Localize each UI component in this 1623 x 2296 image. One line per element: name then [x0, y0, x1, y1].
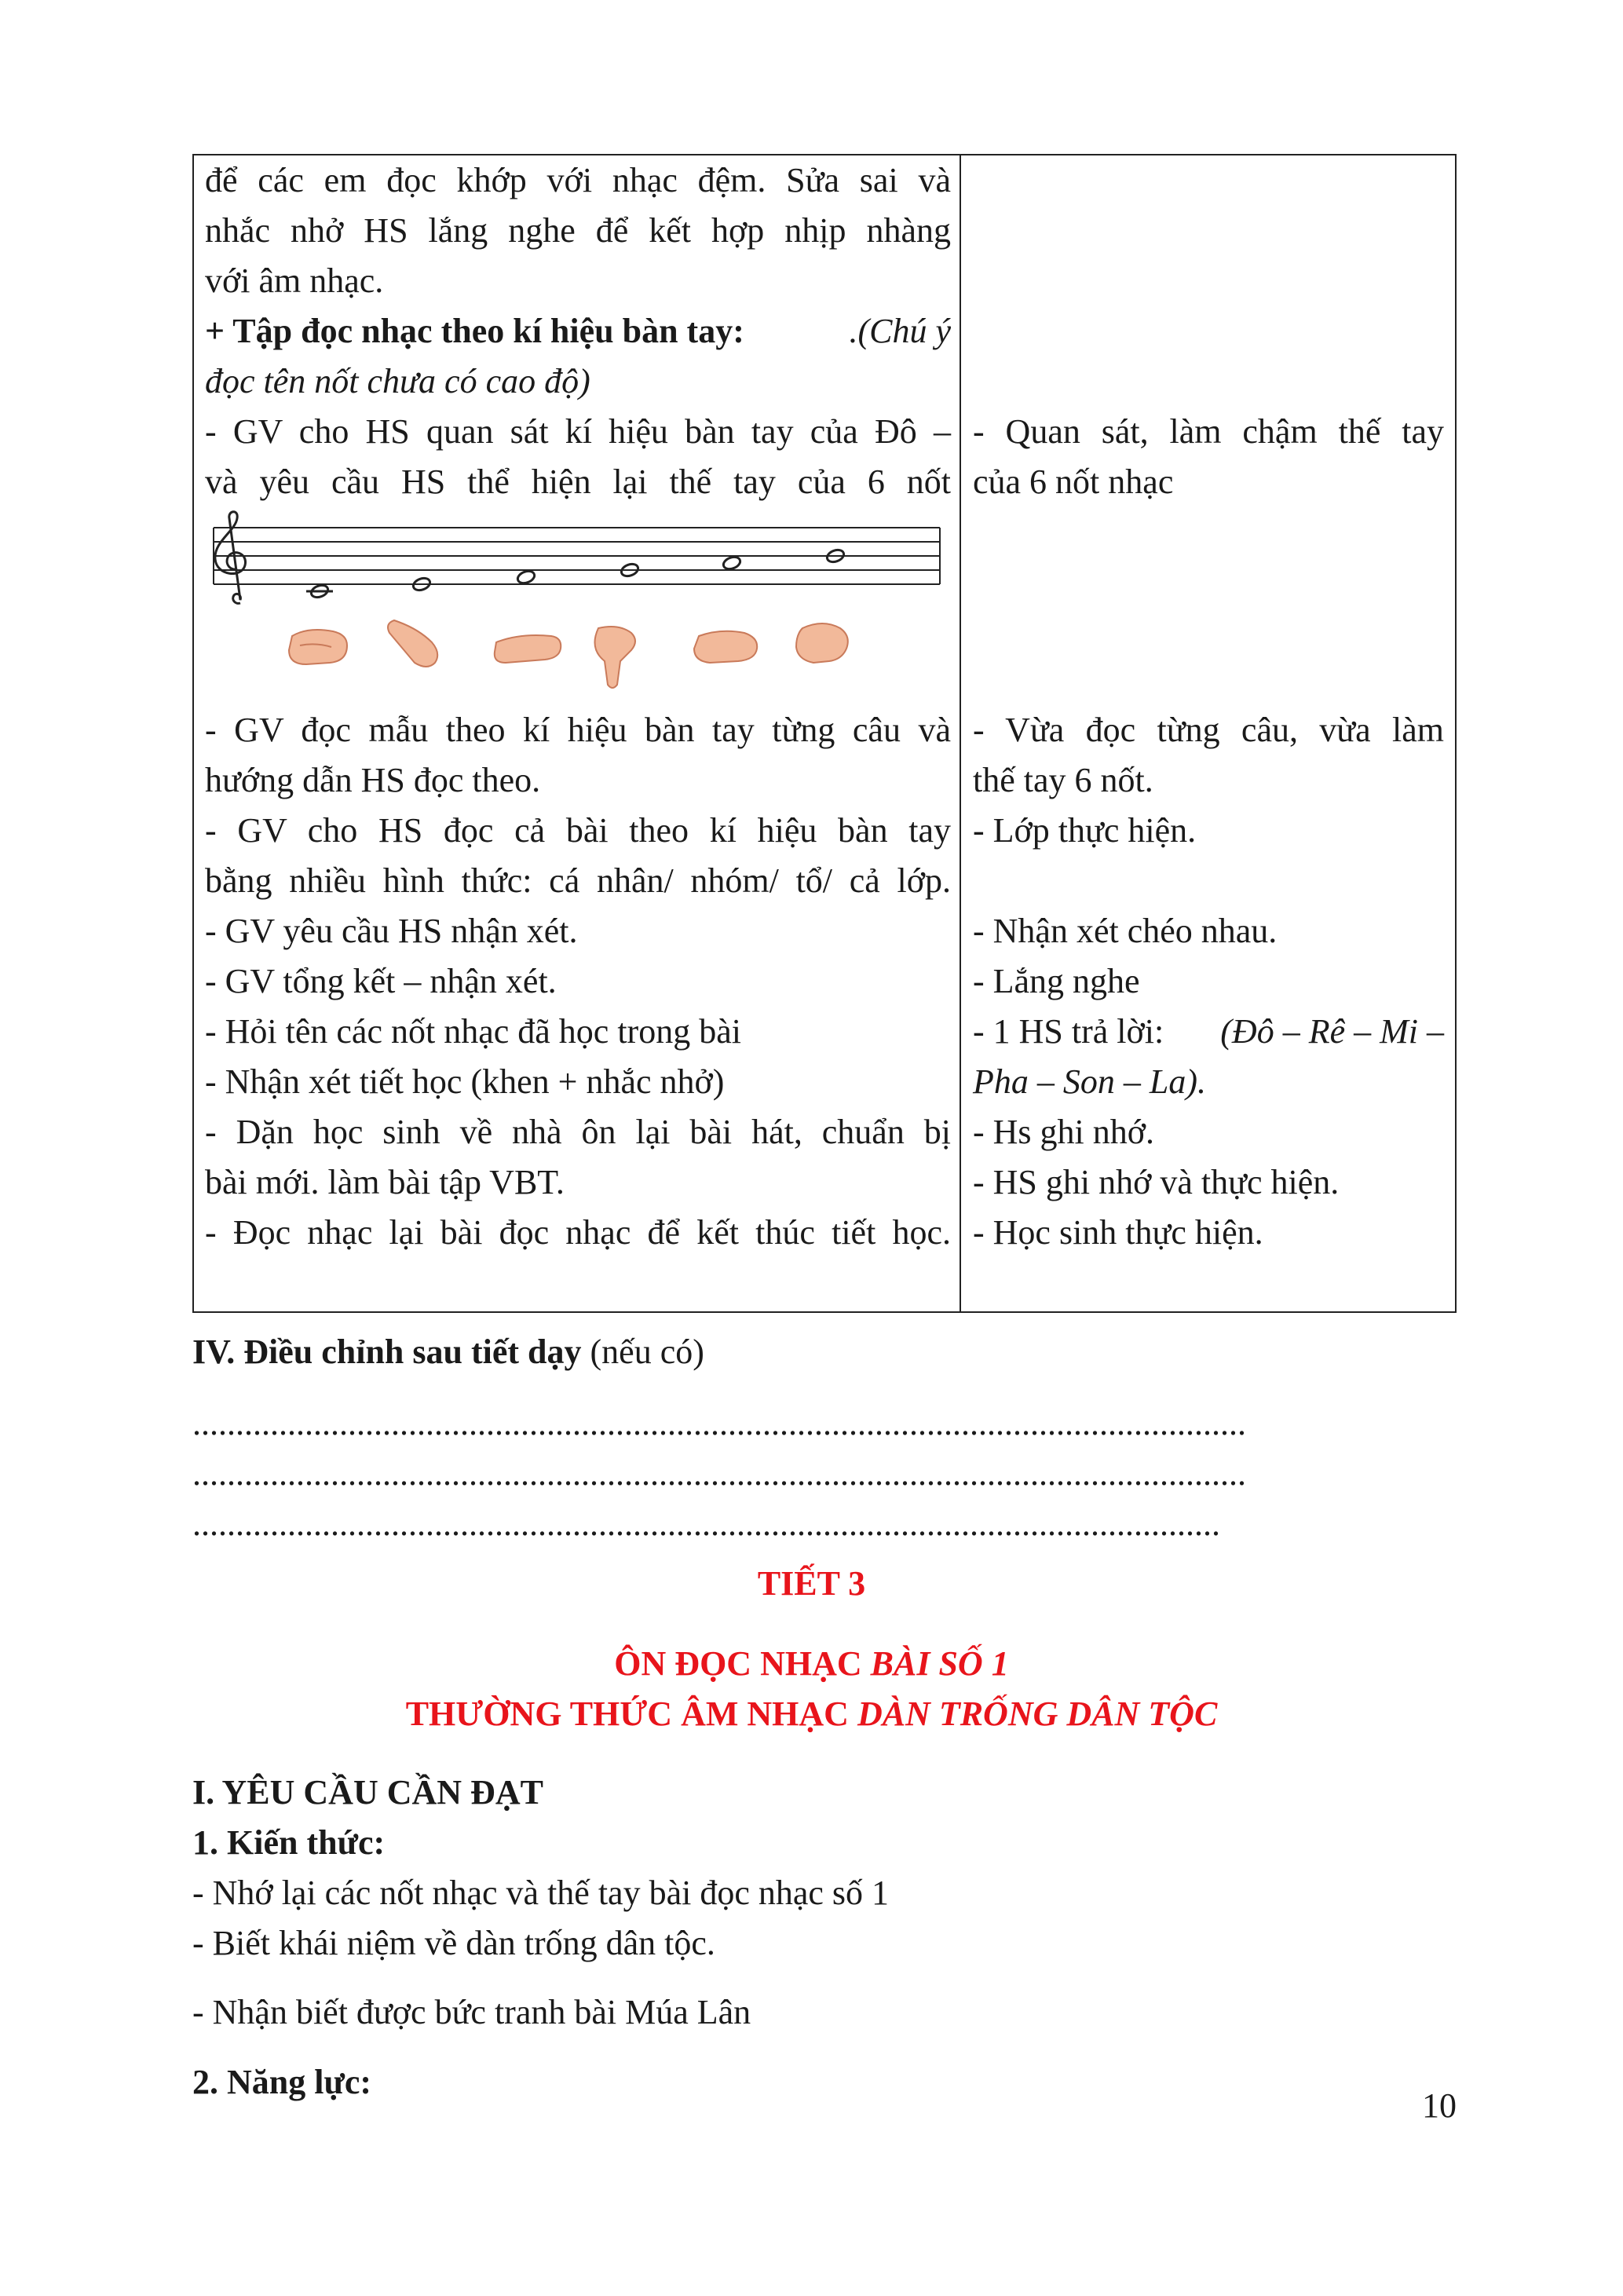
- student-line-4: thế tay 6 nốt.: [973, 761, 1153, 799]
- title2-italic: DÀN TRỐNG DÂN TỘC: [857, 1695, 1218, 1733]
- student-line-6: - Nhận xét chéo nhau.: [973, 912, 1278, 950]
- music-staff: [214, 528, 940, 584]
- teacher-line-5: đọc tên nốt chưa có cao độ): [205, 362, 590, 400]
- teacher-line-10: - GV cho HS đọc cả bài theo kí hiệu bàn tay: [205, 811, 951, 850]
- title2-normal: THƯỜNG THỨC ÂM NHẠC: [405, 1695, 857, 1733]
- teacher-line-12: - GV yêu cầu HS nhận xét.: [205, 912, 578, 950]
- teacher-line-7: và yêu cầu HS thể hiện lại thế tay của 6 nốt: [205, 462, 951, 501]
- student-line-12: - Học sinh thực hiện.: [973, 1213, 1263, 1252]
- teacher-line-16: - Dặn học sinh về nhà ôn lại bài hát, chuẩn bị: [205, 1113, 951, 1151]
- title1-italic: BÀI SỐ 1: [870, 1644, 1009, 1683]
- adjustment-heading-bold: IV. Điều chỉnh sau tiết dạy: [192, 1333, 582, 1371]
- table-column-divider: [960, 155, 961, 1311]
- teacher-line-3: với âm nhạc.: [205, 261, 384, 300]
- teacher-line-8: - GV đọc mẫu theo kí hiệu bàn tay từng câu và: [205, 711, 951, 749]
- title1-normal: ÔN ĐỌC NHẠC: [614, 1644, 871, 1683]
- lesson-title-line-2: [0, 1689, 1623, 1739]
- treble-clef-icon: [215, 512, 246, 604]
- knowledge-item-2: - Biết khái niệm về dàn trống dân tộc.: [192, 1924, 715, 1962]
- student-answer-notes: (Đô – Rê – Mi –: [1220, 1012, 1444, 1051]
- adjustment-heading-note: (nếu có): [581, 1333, 704, 1371]
- teacher-line-13: - GV tổng kết – nhận xét.: [205, 962, 557, 1000]
- teacher-line-14: - Hỏi tên các nốt nhạc đã học trong bài: [205, 1012, 741, 1051]
- competency-heading: 2. Năng lực:: [192, 2063, 372, 2101]
- student-line-11: - HS ghi nhớ và thực hiện.: [973, 1163, 1340, 1201]
- teacher-line-11: bằng nhiều hình thức: cá nhân/ nhóm/ tổ/ cả lớp.: [205, 861, 951, 900]
- hand-signs: [289, 620, 848, 688]
- adjustment-heading: [192, 1327, 704, 1377]
- student-line-3: - Vừa đọc từng câu, vừa làm: [973, 711, 1444, 749]
- page-number: 10: [1422, 2086, 1457, 2125]
- student-line-1: - Quan sát, làm chậm thế tay: [973, 412, 1444, 451]
- teacher-line-2: nhắc nhở HS lắng nghe để kết hợp nhịp nhàng: [205, 211, 951, 250]
- lesson-activity-table: [192, 154, 1457, 1313]
- teacher-line-1: để các em đọc khớp với nhạc đệm. Sửa sai và: [205, 161, 951, 199]
- hand-sign-mi-icon: [495, 635, 561, 663]
- hand-sign-la-icon: [796, 623, 848, 663]
- student-line-9: Pha – Son – La).: [973, 1062, 1206, 1101]
- teacher-line-9: hướng dẫn HS đọc theo.: [205, 761, 541, 799]
- dotted-line-3: .......................................................................................................................: [192, 1504, 1220, 1543]
- knowledge-item-3: - Nhận biết được bức tranh bài Múa Lân: [192, 1993, 751, 2031]
- student-line-10: - Hs ghi nhớ.: [973, 1113, 1155, 1151]
- student-answer-lead: - 1 HS trả lời:: [973, 1012, 1164, 1051]
- knowledge-heading: 1. Kiến thức:: [192, 1823, 386, 1862]
- hand-sign-re-icon: [388, 620, 437, 667]
- hand-sign-do-icon: [289, 630, 347, 664]
- hand-sign-heading: + Tập đọc nhạc theo kí hiệu bàn tay:: [205, 312, 744, 350]
- note-mi: [516, 569, 536, 586]
- note-son: [722, 555, 741, 572]
- dotted-line-1: ..........................................................................................................................: [192, 1404, 1246, 1442]
- student-line-8: [973, 1007, 1444, 1057]
- teacher-line-4: [205, 306, 951, 356]
- teacher-line-15: - Nhận xét tiết học (khen + nhắc nhở): [205, 1062, 725, 1101]
- teacher-line-17: bài mới. làm bài tập VBT.: [205, 1163, 565, 1201]
- teacher-line-18: - Đọc nhạc lại bài đọc nhạc để kết thúc tiết học.: [205, 1213, 951, 1252]
- student-line-2: của 6 nốt nhạc: [973, 462, 1174, 501]
- hand-sign-note: .(Chú ý: [849, 312, 951, 350]
- dotted-line-2: ..........................................................................................................................: [192, 1454, 1246, 1493]
- hand-sign-son-icon: [694, 631, 757, 663]
- hand-sign-fa-icon: [595, 627, 636, 688]
- teacher-line-6: - GV cho HS quan sát kí hiệu bàn tay của Đô –: [205, 412, 951, 451]
- student-line-5: - Lớp thực hiện.: [973, 811, 1197, 850]
- lesson-number-title: TIẾT 3: [757, 1564, 866, 1603]
- student-line-7: - Lắng nghe: [973, 962, 1140, 1000]
- knowledge-item-1: - Nhớ lại các nốt nhạc và thế tay bài đọc nhạc số 1: [192, 1874, 890, 1912]
- staff-and-hand-signs-figure: [206, 510, 944, 699]
- requirements-heading: I. YÊU CẦU CẦN ĐẠT: [192, 1773, 543, 1812]
- lesson-title-line-1: [0, 1639, 1623, 1689]
